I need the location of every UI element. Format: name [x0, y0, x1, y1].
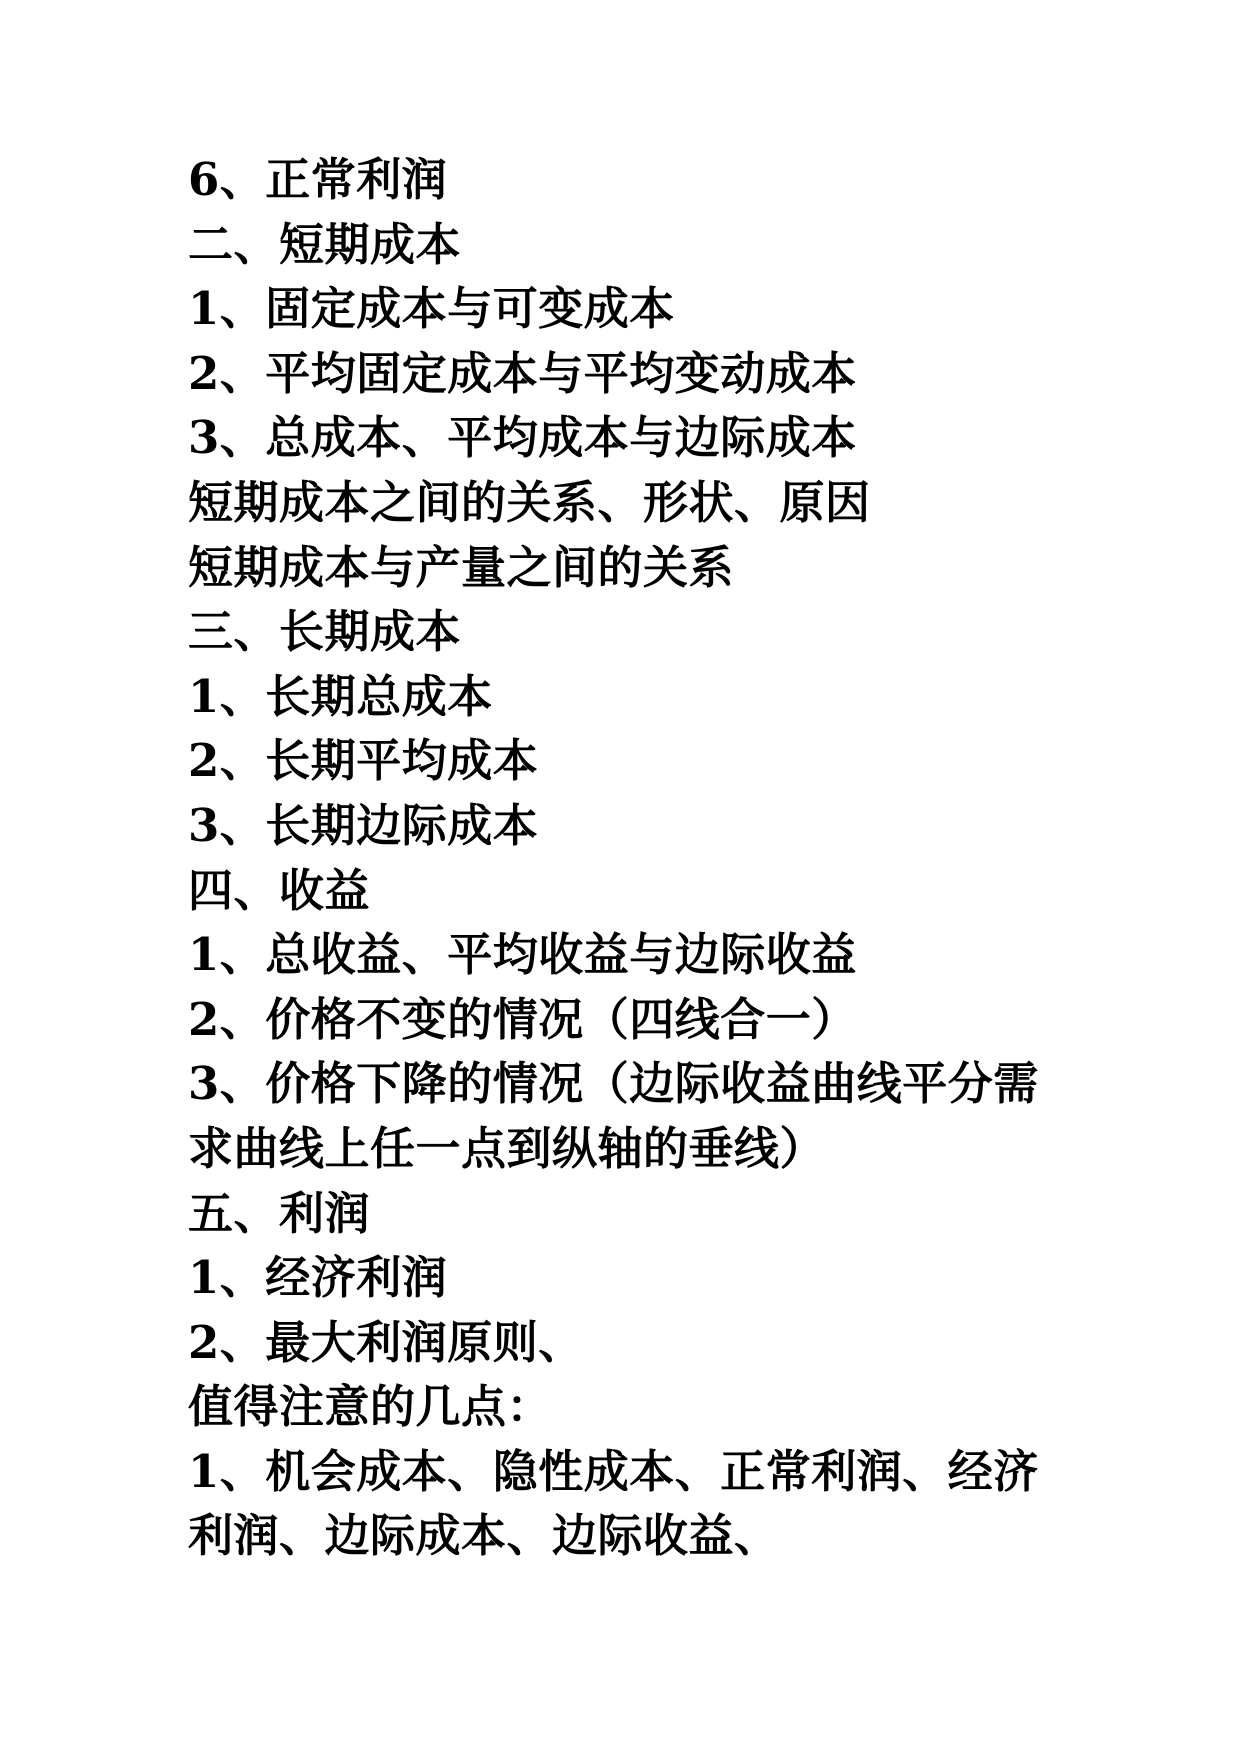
- section-revenue: 四、收益: [188, 863, 371, 917]
- item-falling-price-continued: 求曲线上任一点到纵轴的垂线）: [188, 1121, 826, 1175]
- note-key-concepts: 1、机会成本、隐性成本、正常利润、经济: [188, 1444, 1039, 1498]
- section-short-run-cost: 二、短期成本: [188, 217, 462, 271]
- section-long-run-cost: 三、长期成本: [188, 605, 462, 659]
- item-constant-price: 2、价格不变的情况（四线合一）: [188, 992, 857, 1046]
- item-long-run-average-cost: 2、长期平均成本: [188, 734, 539, 788]
- heading-notes: 值得注意的几点：: [188, 1380, 553, 1434]
- item-average-fixed-variable-cost: 2、平均固定成本与平均变动成本: [188, 346, 857, 400]
- item-normal-profit: 6、正常利润: [188, 153, 448, 206]
- note-key-concepts-continued: 利润、边际成本、边际收益、: [188, 1509, 780, 1563]
- item-long-run-marginal-cost: 3、长期边际成本: [188, 798, 539, 852]
- item-total-average-marginal-cost: 3、总成本、平均成本与边际成本: [188, 411, 857, 465]
- document-body: [188, 148, 1068, 1569]
- item-total-average-marginal-revenue: 1、总收益、平均收益与边际收益: [188, 928, 857, 982]
- item-long-run-total-cost: 1、长期总成本: [188, 669, 493, 723]
- note-short-run-cost-relations: 短期成本之间的关系、形状、原因: [188, 475, 871, 529]
- item-profit-maximization: 2、最大利润原则、: [188, 1315, 584, 1369]
- item-economic-profit: 1、经济利润: [188, 1251, 448, 1305]
- item-fixed-variable-cost: 1、固定成本与可变成本: [188, 282, 675, 336]
- item-falling-price: 3、价格下降的情况（边际收益曲线平分需: [188, 1057, 1039, 1111]
- section-profit: 五、利润: [188, 1186, 371, 1240]
- note-short-run-cost-output: 短期成本与产量之间的关系: [188, 540, 735, 594]
